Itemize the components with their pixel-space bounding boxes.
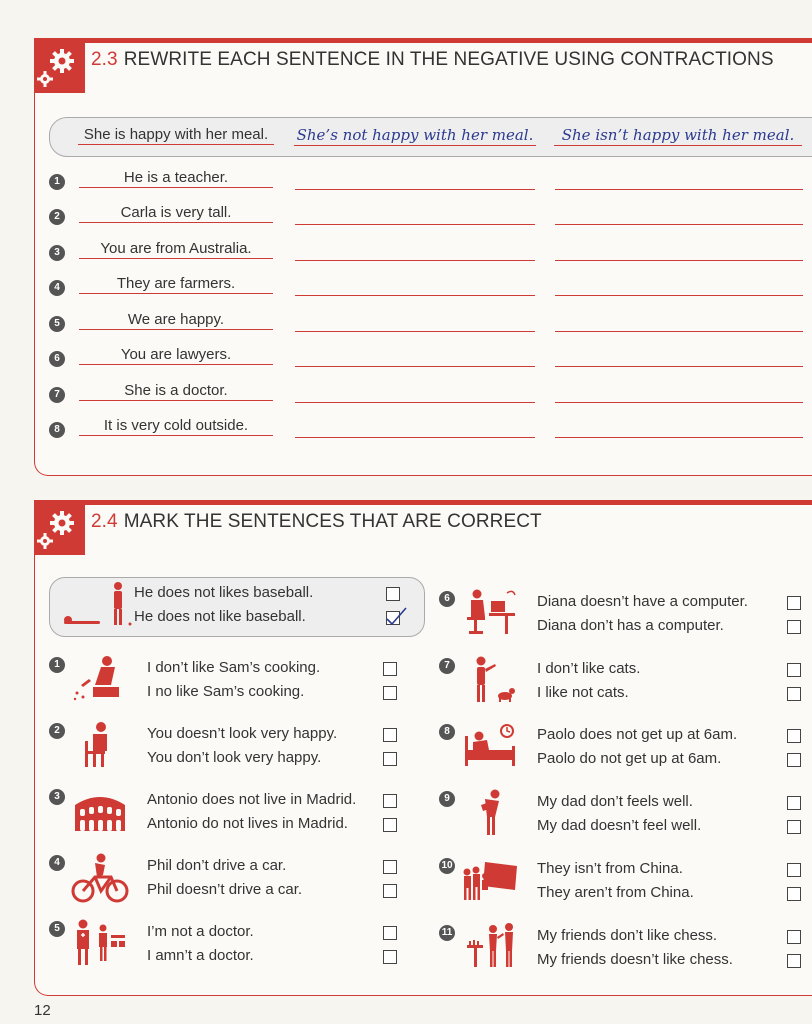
item-sentence: Carla is very tall. xyxy=(79,204,273,223)
exercise-item-9 xyxy=(439,789,809,849)
exercise-2-4-panel xyxy=(34,500,812,996)
chess-players-icon xyxy=(461,923,519,975)
sentence-b: Paolo do not get up at 6am. xyxy=(537,750,722,767)
sentence-a: Antonio does not live in Madrid. xyxy=(147,791,357,808)
exercise-row-3 xyxy=(35,240,812,270)
answer-line-2[interactable] xyxy=(555,331,803,332)
sentence-b: I no like Sam’s cooking. xyxy=(147,683,305,700)
item-number-badge: 3 xyxy=(49,789,65,805)
gear-icon xyxy=(35,505,85,555)
checkbox-b[interactable] xyxy=(383,818,397,832)
answer-line-1[interactable] xyxy=(295,189,535,190)
exercise-item-7 xyxy=(439,656,809,716)
person-at-desk-icon xyxy=(461,589,519,641)
exercise-item-11 xyxy=(439,923,809,983)
checkbox-b[interactable] xyxy=(787,687,801,701)
exercise-row-2 xyxy=(35,204,812,234)
answer-line-2[interactable] xyxy=(555,295,803,296)
item-number-badge: 5 xyxy=(49,316,65,332)
sentence-a: My friends don’t like chess. xyxy=(537,927,718,944)
checkbox-b[interactable] xyxy=(787,820,801,834)
answer-line-2[interactable] xyxy=(555,260,803,261)
checkbox-a[interactable] xyxy=(787,596,801,610)
item-number-badge: 2 xyxy=(49,723,65,739)
answer-line-1[interactable] xyxy=(295,437,535,438)
sentence-b: They aren’t from China. xyxy=(537,884,694,901)
item-number-badge: 4 xyxy=(49,280,65,296)
example-sentence: She is happy with her meal. xyxy=(78,126,274,145)
checkbox-a[interactable] xyxy=(383,728,397,742)
cyclist-icon xyxy=(71,853,129,905)
person-with-cat-icon xyxy=(461,656,519,708)
exercise-2-3-panel xyxy=(34,38,812,476)
item-number-badge: 1 xyxy=(49,657,65,673)
sentence-a: I don’t like cats. xyxy=(537,660,641,677)
item-sentence: She is a doctor. xyxy=(79,382,273,401)
exercise-title: REWRITE EACH SENTENCE IN THE NEGATIVE USING CONTRACTIONS xyxy=(123,49,774,70)
exercise-row-7 xyxy=(35,382,812,412)
item-number-badge: 6 xyxy=(49,351,65,367)
exercise-heading xyxy=(91,511,542,533)
person-in-bed-icon xyxy=(461,722,519,774)
checkbox-a[interactable] xyxy=(787,663,801,677)
sentence-a: You doesn’t look very happy. xyxy=(147,725,338,742)
sentence-a: I’m not a doctor. xyxy=(147,923,254,940)
example-answer-2: She isn’t happy with her meal. xyxy=(554,126,802,146)
sentence-b: My friends doesn’t like chess. xyxy=(537,951,733,968)
answer-line-2[interactable] xyxy=(555,437,803,438)
answer-line-2[interactable] xyxy=(555,366,803,367)
sentence-a: My dad don’t feels well. xyxy=(537,793,693,810)
checkbox-b[interactable] xyxy=(386,611,400,625)
checkbox-a[interactable] xyxy=(383,794,397,808)
checkbox-a[interactable] xyxy=(386,587,400,601)
checkbox-a[interactable] xyxy=(383,662,397,676)
checkbox-b[interactable] xyxy=(383,752,397,766)
item-number-badge: 2 xyxy=(49,209,65,225)
exercise-row-1 xyxy=(35,169,812,199)
item-number-badge: 4 xyxy=(49,855,65,871)
exercise-number: 2.4 xyxy=(91,511,118,532)
sentence-b: My dad doesn’t feel well. xyxy=(537,817,702,834)
item-sentence: We are happy. xyxy=(79,311,273,330)
item-sentence: He is a teacher. xyxy=(79,169,273,188)
item-sentence: You are lawyers. xyxy=(79,346,273,365)
sentence-a: They isn’t from China. xyxy=(537,860,683,877)
example-sentence-b: He does not like baseball. xyxy=(134,608,306,625)
exercise-item-8 xyxy=(439,722,809,782)
sentence-a: Paolo does not get up at 6am. xyxy=(537,726,738,743)
item-number-badge: 9 xyxy=(439,791,455,807)
checkbox-b[interactable] xyxy=(787,954,801,968)
sentence-b: I amn’t a doctor. xyxy=(147,947,254,964)
item-number-badge: 8 xyxy=(439,724,455,740)
exercise-row-4 xyxy=(35,275,812,305)
exercise-heading xyxy=(91,49,774,71)
item-sentence: You are from Australia. xyxy=(79,240,273,259)
checkbox-a[interactable] xyxy=(787,863,801,877)
exercise-row-6 xyxy=(35,346,812,376)
example-answer-1: She’s not happy with her meal. xyxy=(294,126,536,146)
sad-person-icon xyxy=(71,721,129,773)
answer-line-1[interactable] xyxy=(295,224,535,225)
exercise-title: MARK THE SENTENCES THAT ARE CORRECT xyxy=(123,511,542,532)
page-number: 12 xyxy=(34,1002,51,1019)
exercise-item-4 xyxy=(49,853,419,913)
sentence-b: You don’t look very happy. xyxy=(147,749,322,766)
exercise-item-10 xyxy=(439,856,809,916)
item-number-badge: 7 xyxy=(49,387,65,403)
item-number-badge: 10 xyxy=(439,858,455,874)
exercise-number: 2.3 xyxy=(91,49,118,70)
baseball-player-icon xyxy=(60,580,140,632)
sentence-b: I like not cats. xyxy=(537,684,629,701)
exercise-row-5 xyxy=(35,311,812,341)
exercise-row-8 xyxy=(35,417,812,447)
checkbox-b[interactable] xyxy=(383,950,397,964)
exercise-item-2 xyxy=(49,721,419,781)
checkbox-b[interactable] xyxy=(787,887,801,901)
checkbox-b[interactable] xyxy=(383,686,397,700)
exercise-item-3 xyxy=(49,787,419,847)
item-number-badge: 1 xyxy=(49,174,65,190)
exercise-item-6 xyxy=(439,589,809,649)
item-number-badge: 8 xyxy=(49,422,65,438)
answer-line-1[interactable] xyxy=(295,331,535,332)
checkbox-b[interactable] xyxy=(787,753,801,767)
sentence-b: Phil doesn’t drive a car. xyxy=(147,881,303,898)
answer-line-1[interactable] xyxy=(295,366,535,367)
person-cooking-icon xyxy=(71,655,129,707)
gear-icon xyxy=(35,43,85,93)
checkmark-icon xyxy=(384,606,408,626)
item-number-badge: 3 xyxy=(49,245,65,261)
item-number-badge: 11 xyxy=(439,925,455,941)
sentence-a: Phil don’t drive a car. xyxy=(147,857,287,874)
item-number-badge: 7 xyxy=(439,658,455,674)
exercise-item-5 xyxy=(49,919,419,979)
checkbox-a[interactable] xyxy=(383,926,397,940)
item-number-badge: 6 xyxy=(439,591,455,607)
sentence-b: Antonio do not lives in Madrid. xyxy=(147,815,348,832)
doctor-icon xyxy=(71,919,129,971)
item-number-badge: 5 xyxy=(49,921,65,937)
answer-line-2[interactable] xyxy=(555,224,803,225)
answer-line-2[interactable] xyxy=(555,189,803,190)
checkbox-a[interactable] xyxy=(383,860,397,874)
example-item xyxy=(49,577,425,637)
checkbox-a[interactable] xyxy=(787,930,801,944)
exercise-item-1 xyxy=(49,655,419,715)
sentence-b: Diana don’t has a computer. xyxy=(537,617,724,634)
item-sentence: They are farmers. xyxy=(79,275,273,294)
answer-line-1[interactable] xyxy=(295,260,535,261)
crowd-with-flag-icon xyxy=(461,856,519,908)
sick-person-icon xyxy=(461,789,519,841)
example-sentence-a: He does not likes baseball. xyxy=(134,584,314,601)
checkbox-a[interactable] xyxy=(787,796,801,810)
answer-line-1[interactable] xyxy=(295,295,535,296)
sentence-a: I don’t like Sam’s cooking. xyxy=(147,659,321,676)
sentence-a: Diana doesn’t have a computer. xyxy=(537,593,748,610)
example-row xyxy=(49,117,812,157)
checkbox-a[interactable] xyxy=(787,729,801,743)
answer-line-1[interactable] xyxy=(295,402,535,403)
answer-line-2[interactable] xyxy=(555,402,803,403)
colosseum-icon xyxy=(71,787,129,839)
item-sentence: It is very cold outside. xyxy=(79,417,273,436)
checkbox-b[interactable] xyxy=(383,884,397,898)
checkbox-b[interactable] xyxy=(787,620,801,634)
